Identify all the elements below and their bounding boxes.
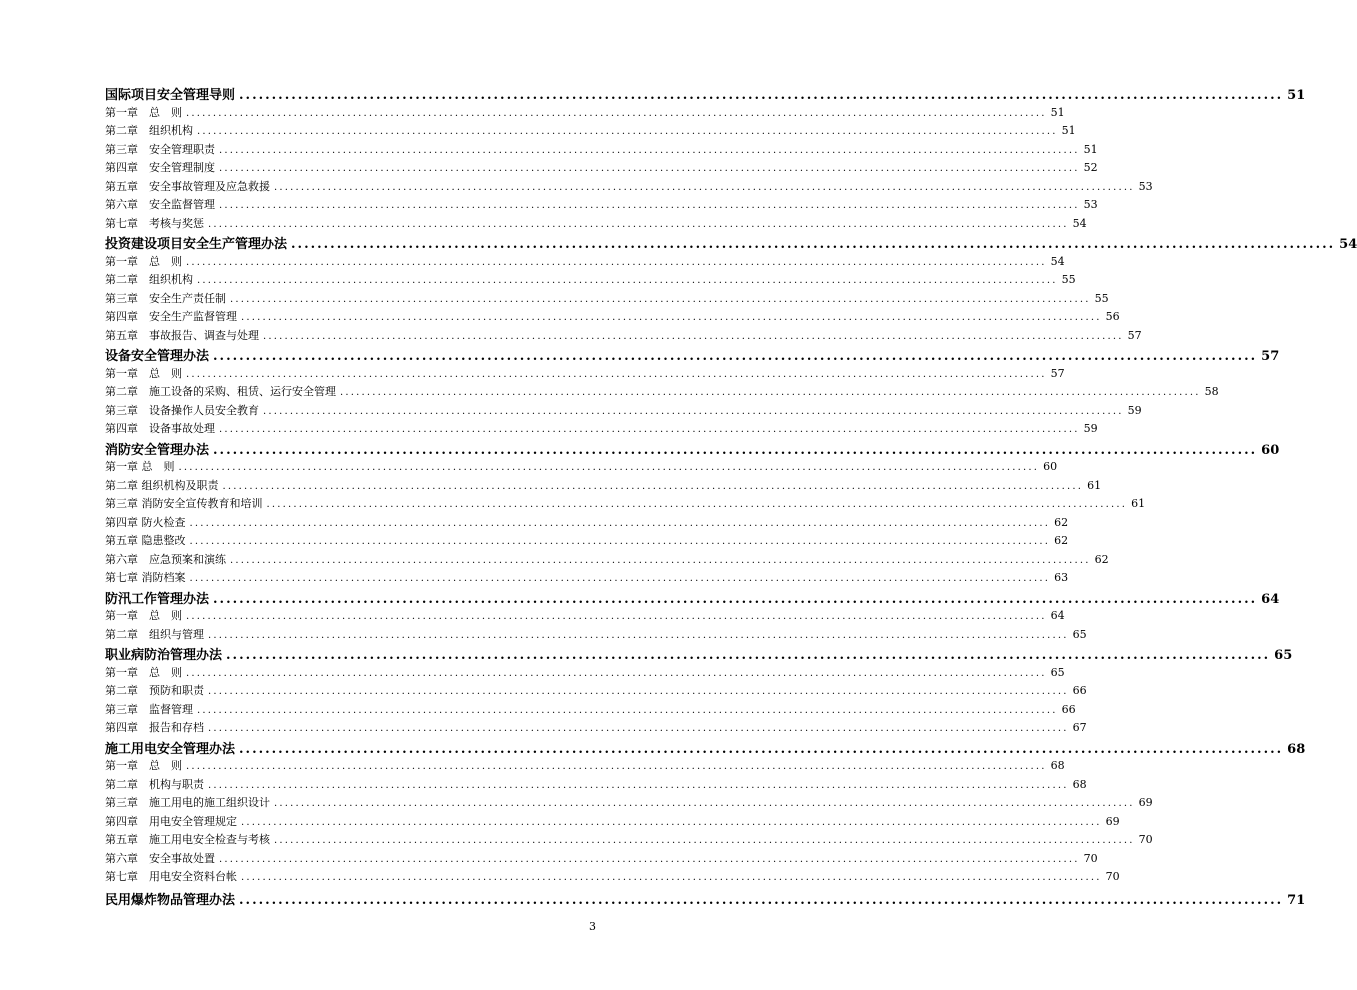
toc-entry-title: 第三章 安全生产责任制 bbox=[105, 291, 226, 305]
toc-entry-page: 58 bbox=[1204, 385, 1219, 398]
toc-entry-title: 第二章 组织与管理 bbox=[105, 627, 204, 641]
toc-entry-page: 55 bbox=[1094, 291, 1109, 305]
toc-chapter-entry[interactable] bbox=[105, 794, 1153, 813]
toc-leader-dots: ................................................................................................................................................................ bbox=[189, 517, 1051, 529]
toc-entry-title: 第七章 考核与奖惩 bbox=[105, 216, 204, 230]
toc-section-entry[interactable] bbox=[105, 738, 1306, 758]
toc-chapter-entry[interactable] bbox=[105, 850, 1098, 869]
toc-entry-page: 57 bbox=[1261, 349, 1280, 364]
toc-entry-page: 51 bbox=[1061, 124, 1076, 137]
toc-entry-page: 55 bbox=[1061, 273, 1076, 286]
toc-leader-dots: ................................................................................................................................................................ bbox=[208, 629, 1069, 641]
toc-entry-page: 66 bbox=[1072, 684, 1087, 697]
toc-leader-dots: ................................................................................................................................................................ bbox=[263, 330, 1124, 342]
toc-entry-title: 消防安全管理办法 bbox=[105, 442, 210, 458]
toc-entry-page: 53 bbox=[1083, 198, 1098, 211]
toc-entry-page: 64 bbox=[1050, 609, 1065, 622]
toc-entry-title: 第七章 用电安全资料台帐 bbox=[105, 870, 237, 883]
toc-leader-dots: ................................................................................................................................................................ bbox=[274, 835, 1135, 846]
toc-chapter-entry[interactable] bbox=[105, 776, 1087, 795]
toc-entry-page: 61 bbox=[1087, 478, 1102, 492]
toc-entry-page: 70 bbox=[1138, 833, 1153, 846]
toc-leader-dots: ................................................................................................................................................................ bbox=[241, 312, 1102, 323]
toc-leader-dots: ................................................................................................................................................................ bbox=[291, 237, 1336, 252]
toc-leader-dots: ................................................................................................................................................................ bbox=[274, 181, 1135, 193]
toc-leader-dots: ................................................................................................................................................................ bbox=[241, 816, 1102, 828]
toc-chapter-entry[interactable] bbox=[105, 420, 1098, 439]
toc-chapter-entry[interactable] bbox=[105, 868, 1120, 887]
toc-leader-dots: ................................................................................................................................................................ bbox=[340, 387, 1201, 398]
toc-section-entry[interactable] bbox=[105, 889, 1306, 909]
toc-entry-title: 第一章 总 则 bbox=[105, 460, 175, 473]
toc-leader-dots: ................................................................................................................................................................ bbox=[213, 442, 1258, 458]
toc-entry-title: 第二章 组织机构 bbox=[105, 273, 193, 286]
toc-entry-page: 59 bbox=[1083, 422, 1098, 435]
toc-chapter-entry[interactable] bbox=[105, 365, 1065, 384]
toc-chapter-entry[interactable] bbox=[105, 551, 1109, 570]
toc-entry-title: 第四章 安全管理制度 bbox=[105, 161, 215, 174]
toc-leader-dots: ................................................................................................................................................................ bbox=[208, 218, 1069, 230]
toc-leader-dots: ................................................................................................................................................................ bbox=[274, 798, 1135, 809]
toc-entry-title: 第五章 事故报告、调查与处理 bbox=[105, 328, 259, 342]
toc-entry-title: 第一章 总 则 bbox=[105, 366, 182, 380]
toc-chapter-entry[interactable] bbox=[105, 104, 1065, 123]
toc-entry-title: 防汛工作管理办法 bbox=[105, 591, 210, 607]
toc-entry-page: 62 bbox=[1054, 515, 1069, 529]
toc-entry-page: 63 bbox=[1054, 571, 1069, 584]
toc-entry-title: 第四章 安全生产监督管理 bbox=[105, 310, 237, 323]
toc-entry-page: 53 bbox=[1138, 179, 1153, 193]
toc-entry-title: 第一章 总 则 bbox=[105, 254, 182, 268]
toc-leader-dots: ................................................................................................................................................................ bbox=[197, 126, 1058, 137]
toc-leader-dots: ................................................................................................................................................................ bbox=[230, 554, 1091, 566]
toc-entry-page: 65 bbox=[1072, 627, 1087, 641]
toc-chapter-entry[interactable] bbox=[105, 178, 1153, 197]
toc-section-entry[interactable] bbox=[105, 439, 1280, 459]
toc-entry-page: 62 bbox=[1054, 534, 1069, 547]
page-number: 3 bbox=[589, 920, 596, 933]
toc-leader-dots: ................................................................................................................................................................ bbox=[186, 368, 1047, 380]
toc-entry-title: 第三章 设备操作人员安全教育 bbox=[105, 403, 259, 417]
toc-entry-page: 59 bbox=[1127, 403, 1142, 417]
toc-leader-dots: ................................................................................................................................................................ bbox=[178, 462, 1040, 473]
toc-entry-page: 68 bbox=[1287, 741, 1306, 757]
toc-entry-page: 69 bbox=[1105, 814, 1120, 828]
toc-entry-title: 第三章 监督管理 bbox=[105, 702, 193, 716]
toc-section-entry[interactable] bbox=[105, 588, 1280, 608]
toc-entry-page: 65 bbox=[1274, 648, 1293, 663]
toc-entry-title: 第七章 消防档案 bbox=[105, 571, 186, 584]
toc-entry-title: 民用爆炸物品管理办法 bbox=[105, 892, 236, 908]
toc-chapter-entry[interactable] bbox=[105, 308, 1120, 327]
toc-entry-title: 国际项目安全管理导则 bbox=[105, 88, 236, 103]
toc-chapter-entry[interactable] bbox=[105, 701, 1076, 720]
toc-entry-title: 第一章 总 则 bbox=[105, 665, 182, 679]
toc-entry-title: 职业病防治管理办法 bbox=[105, 648, 223, 663]
toc-entry-page: 54 bbox=[1072, 216, 1087, 230]
toc-leader-dots: ................................................................................................................................................................ bbox=[239, 892, 1284, 908]
toc-entry-title: 第二章 机构与职责 bbox=[105, 777, 204, 791]
toc-entry-page: 68 bbox=[1050, 759, 1065, 772]
toc-leader-dots: ................................................................................................................................................................ bbox=[189, 573, 1051, 584]
toc-section-entry[interactable] bbox=[105, 84, 1306, 104]
toc-leader-dots: ................................................................................................................................................................ bbox=[197, 704, 1058, 716]
toc-chapter-entry[interactable] bbox=[105, 532, 1069, 551]
toc-section-entry[interactable] bbox=[105, 233, 1357, 253]
toc-leader-dots: ................................................................................................................................................................ bbox=[208, 686, 1069, 697]
toc-leader-dots: ................................................................................................................................................................ bbox=[266, 499, 1128, 510]
toc-leader-dots: ................................................................................................................................................................ bbox=[186, 256, 1047, 268]
toc-entry-page: 70 bbox=[1083, 851, 1098, 865]
toc-chapter-entry[interactable] bbox=[105, 569, 1069, 588]
toc-entry-page: 56 bbox=[1105, 310, 1120, 323]
toc-entry-title: 施工用电安全管理办法 bbox=[105, 741, 236, 757]
toc-entry-page: 57 bbox=[1050, 366, 1065, 380]
toc-chapter-entry[interactable] bbox=[105, 196, 1098, 215]
toc-leader-dots: ................................................................................................................................................................ bbox=[208, 779, 1069, 791]
toc-entry-title: 第二章 组织机构 bbox=[105, 124, 193, 137]
toc-entry-title: 第四章 报告和存档 bbox=[105, 721, 204, 734]
toc-chapter-entry[interactable] bbox=[105, 159, 1098, 178]
table-of-contents bbox=[105, 84, 1357, 908]
toc-leader-dots: ................................................................................................................................................................ bbox=[213, 591, 1258, 607]
toc-chapter-entry[interactable] bbox=[105, 477, 1102, 496]
toc-chapter-entry[interactable] bbox=[105, 813, 1120, 832]
toc-entry-title: 第一章 总 则 bbox=[105, 609, 182, 622]
toc-leader-dots: ................................................................................................................................................................ bbox=[186, 107, 1047, 119]
toc-leader-dots: ................................................................................................................................................................ bbox=[189, 536, 1051, 547]
toc-entry-title: 第二章 施工设备的采购、租赁、运行安全管理 bbox=[105, 385, 336, 398]
toc-chapter-entry[interactable] bbox=[105, 607, 1065, 626]
toc-chapter-entry[interactable] bbox=[105, 327, 1142, 346]
toc-leader-dots: ................................................................................................................................................................ bbox=[219, 163, 1080, 174]
toc-leader-dots: ................................................................................................................................................................ bbox=[186, 611, 1047, 622]
toc-entry-page: 60 bbox=[1043, 460, 1058, 473]
toc-entry-page: 57 bbox=[1127, 328, 1142, 342]
toc-leader-dots: ................................................................................................................................................................ bbox=[213, 349, 1258, 364]
toc-entry-page: 54 bbox=[1050, 254, 1065, 268]
toc-chapter-entry[interactable] bbox=[105, 495, 1146, 514]
toc-entry-page: 64 bbox=[1261, 591, 1280, 607]
toc-entry-page: 68 bbox=[1072, 777, 1087, 791]
toc-entry-page: 60 bbox=[1261, 442, 1280, 458]
toc-entry-title: 投资建设项目安全生产管理办法 bbox=[105, 237, 288, 252]
toc-entry-page: 65 bbox=[1050, 665, 1065, 679]
toc-chapter-entry[interactable] bbox=[105, 122, 1076, 141]
toc-leader-dots: ................................................................................................................................................................ bbox=[263, 405, 1124, 417]
toc-chapter-entry[interactable] bbox=[105, 271, 1076, 290]
toc-entry-title: 第六章 应急预案和演练 bbox=[105, 552, 226, 566]
toc-entry-title: 第四章 用电安全管理规定 bbox=[105, 814, 237, 828]
toc-entry-title: 第六章 安全事故处置 bbox=[105, 851, 215, 865]
toc-leader-dots: ................................................................................................................................................................ bbox=[219, 200, 1080, 211]
toc-entry-title: 第五章 施工用电安全检查与考核 bbox=[105, 833, 270, 846]
toc-entry-page: 62 bbox=[1094, 552, 1109, 566]
toc-leader-dots: ................................................................................................................................................................ bbox=[197, 275, 1058, 286]
toc-section-entry[interactable] bbox=[105, 644, 1293, 664]
toc-leader-dots: ................................................................................................................................................................ bbox=[186, 761, 1047, 772]
toc-entry-title: 第四章 设备事故处理 bbox=[105, 422, 215, 435]
toc-entry-page: 54 bbox=[1339, 237, 1357, 252]
toc-entry-page: 52 bbox=[1083, 161, 1098, 174]
toc-leader-dots: ................................................................................................................................................................ bbox=[219, 424, 1080, 435]
toc-entry-title: 第三章 消防安全宣传教育和培训 bbox=[105, 497, 263, 510]
toc-chapter-entry[interactable] bbox=[105, 253, 1065, 272]
toc-chapter-entry[interactable] bbox=[105, 626, 1087, 645]
toc-leader-dots: ................................................................................................................................................................ bbox=[239, 741, 1284, 757]
toc-leader-dots: ................................................................................................................................................................ bbox=[222, 480, 1084, 492]
toc-chapter-entry[interactable] bbox=[105, 402, 1142, 421]
toc-entry-title: 设备安全管理办法 bbox=[105, 349, 210, 364]
toc-entry-page: 66 bbox=[1061, 702, 1076, 716]
toc-entry-title: 第五章 安全事故管理及应急救援 bbox=[105, 179, 270, 193]
toc-entry-title: 第三章 施工用电的施工组织设计 bbox=[105, 796, 270, 809]
toc-entry-page: 70 bbox=[1105, 870, 1120, 883]
toc-entry-title: 第六章 安全监督管理 bbox=[105, 198, 215, 211]
toc-entry-page: 67 bbox=[1072, 721, 1087, 734]
toc-chapter-entry[interactable] bbox=[105, 757, 1065, 776]
toc-chapter-entry[interactable] bbox=[105, 141, 1098, 160]
toc-chapter-entry[interactable] bbox=[105, 458, 1058, 477]
toc-leader-dots: ................................................................................................................................................................ bbox=[239, 88, 1284, 103]
toc-leader-dots: ................................................................................................................................................................ bbox=[186, 667, 1047, 679]
toc-entry-title: 第二章 组织机构及职责 bbox=[105, 478, 219, 492]
toc-leader-dots: ................................................................................................................................................................ bbox=[226, 648, 1271, 663]
toc-entry-title: 第一章 总 则 bbox=[105, 759, 182, 772]
toc-section-entry[interactable] bbox=[105, 345, 1280, 365]
toc-entry-title: 第一章 总 则 bbox=[105, 105, 182, 119]
toc-leader-dots: ................................................................................................................................................................ bbox=[219, 853, 1080, 865]
toc-chapter-entry[interactable] bbox=[105, 682, 1087, 701]
toc-leader-dots: ................................................................................................................................................................ bbox=[241, 872, 1102, 883]
toc-entry-page: 51 bbox=[1050, 105, 1065, 119]
toc-entry-title: 第四章 防火检查 bbox=[105, 515, 186, 529]
toc-entry-page: 61 bbox=[1131, 497, 1146, 510]
toc-chapter-entry[interactable] bbox=[105, 664, 1065, 683]
toc-leader-dots: ................................................................................................................................................................ bbox=[208, 723, 1069, 734]
toc-chapter-entry[interactable] bbox=[105, 514, 1069, 533]
toc-leader-dots: ................................................................................................................................................................ bbox=[219, 144, 1080, 156]
toc-chapter-entry[interactable] bbox=[105, 719, 1087, 738]
toc-entry-page: 51 bbox=[1287, 88, 1306, 103]
toc-chapter-entry[interactable] bbox=[105, 383, 1219, 402]
toc-entry-title: 第二章 预防和职责 bbox=[105, 684, 204, 697]
toc-chapter-entry[interactable] bbox=[105, 290, 1109, 309]
toc-chapter-entry[interactable] bbox=[105, 215, 1087, 234]
toc-entry-page: 51 bbox=[1083, 142, 1098, 156]
toc-entry-title: 第五章 隐患整改 bbox=[105, 534, 186, 547]
toc-leader-dots: ................................................................................................................................................................ bbox=[230, 293, 1091, 305]
toc-chapter-entry[interactable] bbox=[105, 831, 1153, 850]
toc-entry-page: 69 bbox=[1138, 796, 1153, 809]
toc-entry-title: 第三章 安全管理职责 bbox=[105, 142, 215, 156]
toc-entry-page: 71 bbox=[1287, 892, 1306, 908]
